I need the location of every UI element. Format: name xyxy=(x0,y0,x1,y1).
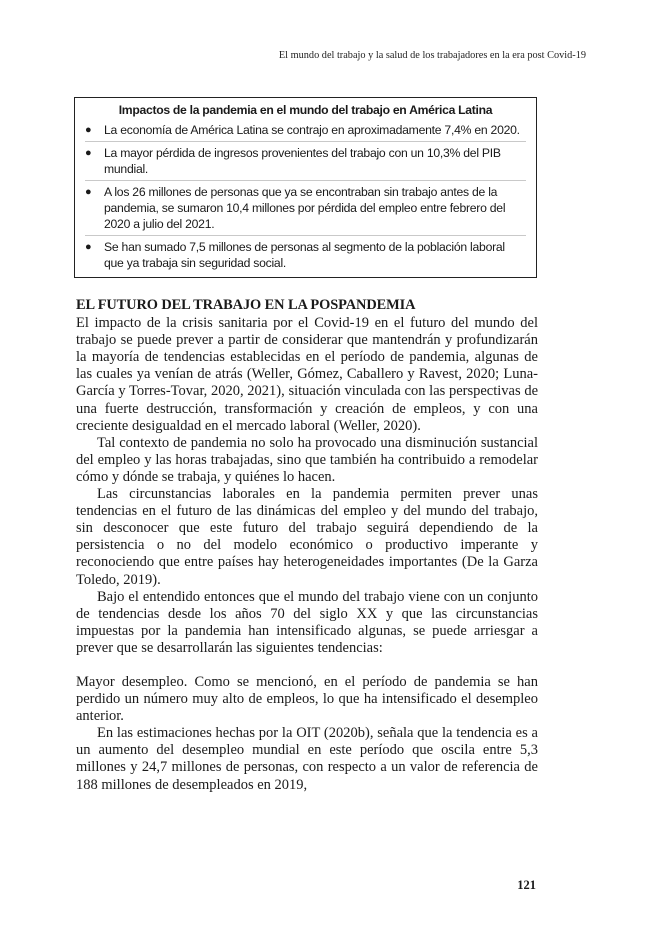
list-item xyxy=(85,239,526,274)
list-item-text: La mayor pérdida de ingresos provenientes del trabajo con un 10,3% del PIB mundial. xyxy=(104,146,501,176)
bullet-icon: ● xyxy=(85,241,92,253)
paragraph: Las circunstancias laborales en la pandemia permiten prever unas tendencias en el futuro de las dinámicas del empleo y del mundo del trabajo, sin desconocer que este futuro del trabajo seguirá dependiendo de la persistencia o no del modelo económico o productivo imperante y reconociendo que entre países hay heterogeneidades importantes (De la Garza Toledo, 2019). xyxy=(76,486,538,588)
summary-box xyxy=(74,97,537,278)
list-item-text: La economía de América Latina se contrajo en aproximadamente 7,4% en 2020. xyxy=(104,123,520,137)
paragraph: En las estimaciones hechas por la OIT (2020b), señala que la tendencia es a un aumento del desempleo mundial en este período que oscila entre 5,3 millones y 24,7 millones de personas, con respecto a un valor de referencia de 188 millones de desempleados en 2019, xyxy=(76,725,538,793)
list-item xyxy=(85,122,526,142)
paragraph: Mayor desempleo. Como se mencionó, en el período de pandemia se han perdido un número muy alto de empleos, lo que ha intensificado el desempleo anterior. xyxy=(76,673,538,725)
list-item xyxy=(85,184,526,236)
page-number: 121 xyxy=(517,878,536,892)
list-item-text: Se han sumado 7,5 millones de personas al segmento de la población laboral que ya trabaja sin seguridad social. xyxy=(104,240,505,270)
bullet-icon: ● xyxy=(85,124,92,136)
paragraph: Tal contexto de pandemia no solo ha provocado una disminución sustancial del empleo y las horas trabajadas, sino que también ha contribuido a remodelar cómo y dónde se trabaja, y quiénes lo hacen. xyxy=(76,434,538,485)
bullet-icon: ● xyxy=(85,147,92,159)
impact-list xyxy=(85,122,526,274)
paragraph: Bajo el entendido entonces que el mundo del trabajo viene con un conjunto de tendencias desde los años 70 del siglo XX y que las circunstancias impuestas por la pandemia han intensificado algunas, se puede arriesgar a prever que se desarrollarán las siguientes tendencias: xyxy=(76,588,538,656)
paragraph: El impacto de la crisis sanitaria por el Covid-19 en el futuro del mundo del trabajo se puede prever a partir de considerar que mantendrán y profundizarán la mayoría de tendencias establecidas en el período de pandemia, algunas de las cuales ya venían de atrás (Weller, Gómez, Caballero y Ravest, 2020; Luna-García y Torres-Tovar, 2020, 2021), situación vinculada con las perspectivas de una fuerte destrucción, transformación y creación de empleos, y con una creciente desigualdad en el mercado laboral (Weller, 2020). xyxy=(76,315,538,434)
list-item xyxy=(85,145,526,181)
running-header: El mundo del trabajo y la salud de los trabajadores en la era post Covid-19 xyxy=(278,50,586,61)
bullet-icon: ● xyxy=(85,186,92,198)
section-heading: EL FUTURO DEL TRABAJO EN LA POSPANDEMIA xyxy=(76,297,416,313)
main-text xyxy=(76,297,538,794)
box-title: Impactos de la pandemia en el mundo del trabajo en América Latina xyxy=(118,103,493,117)
list-item-text: A los 26 millones de personas que ya se encontraban sin trabajo antes de la pandemia, se sumaron 10,4 millones por pérdida del empleo entre febrero del 2020 a julio del 2021. xyxy=(104,185,506,231)
